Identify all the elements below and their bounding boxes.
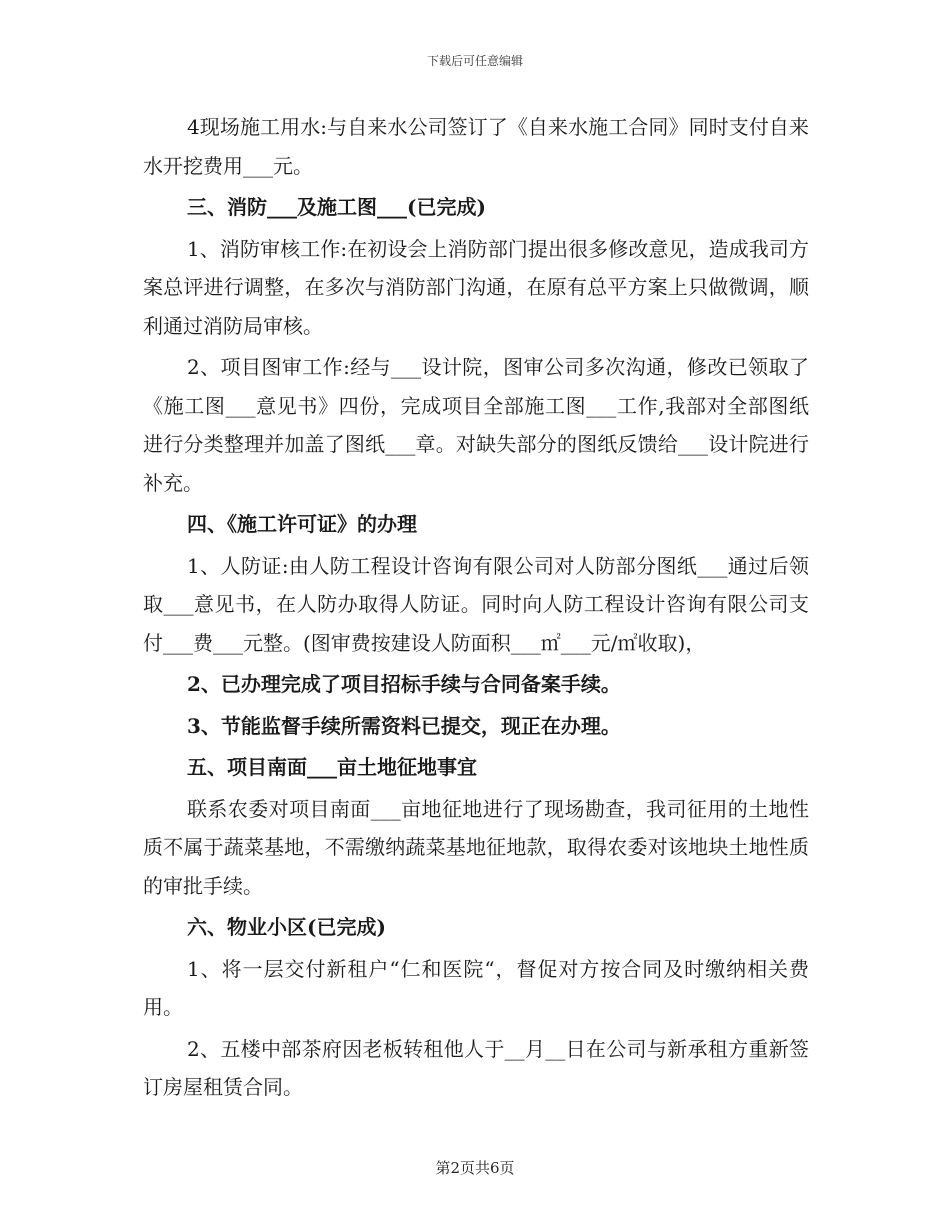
heading-land-acquisition: 五、项目南面___亩土地征地事宜 <box>187 755 477 779</box>
paragraph-water-supply: 4现场施工用水:与自来水公司签订了《自来水施工合同》同时支付自来水开挖费用___元。 <box>143 115 809 178</box>
heading-property-community: 六、物业小区(已完成) <box>187 915 386 939</box>
heading-fire-and-drawings: 三、消防___及施工图___(已完成) <box>187 195 486 219</box>
paragraph-drawing-review: 2、项目图审工作:经与___设计院，图审公司多次沟通，修改已领取了《施工图___意见书》四份，完成项目全部施工图___工作,我部对全部图纸进行分类整理并加盖了图纸___章。对缺失部分的图纸反馈给___设计院进行补充。 <box>143 355 809 495</box>
heading-construction-permit: 四、《施工许可证》的办理 <box>187 512 417 536</box>
paragraph-lease-renewal: 2、五楼中部茶府因老板转租他人于__月__日在公司与新承租方重新签订房屋租赁合同。 <box>143 1036 809 1099</box>
paragraph-fire-review: 1、消防审核工作:在初设会上消防部门提出很多修改意见，造成我司方案总评进行调整，在多次与消防部门沟通，在原有总平方案上只做微调，顺利通过消防局审核。 <box>143 236 809 338</box>
page-header: 下载后可任意编辑 <box>426 54 523 68</box>
paragraph-land-survey: 联系农委对项目南面___亩地征地进行了现场勘查，我司征用的土地性质不属于蔬菜基地，不需缴纳蔬菜基地征地款，取得农委对该地块土地性质的审批手续。 <box>143 796 809 898</box>
page-footer: 第2页共6页 <box>435 1159 515 1177</box>
document-body <box>143 108 809 1107</box>
paragraph-civil-defense-permit: 1、人防证:由人防工程设计咨询有限公司对人防部分图纸___通过后领取___意见书，在人防办取得人防证。同时向人防工程设计咨询有限公司支付___费___元整。(图审费按建设人防面积___㎡___元/㎡收取)， <box>143 553 809 655</box>
paragraph-new-tenant: 1、将一层交付新租户“仁和医院“，督促对方按合同及时缴纳相关费用。 <box>143 956 809 1019</box>
paragraph-energy-saving: 3、节能监督手续所需资料已提交，现正在办理。 <box>187 713 621 738</box>
paragraph-bidding-done: 2、已办理完成了项目招标手续与合同备案手续。 <box>187 672 621 696</box>
